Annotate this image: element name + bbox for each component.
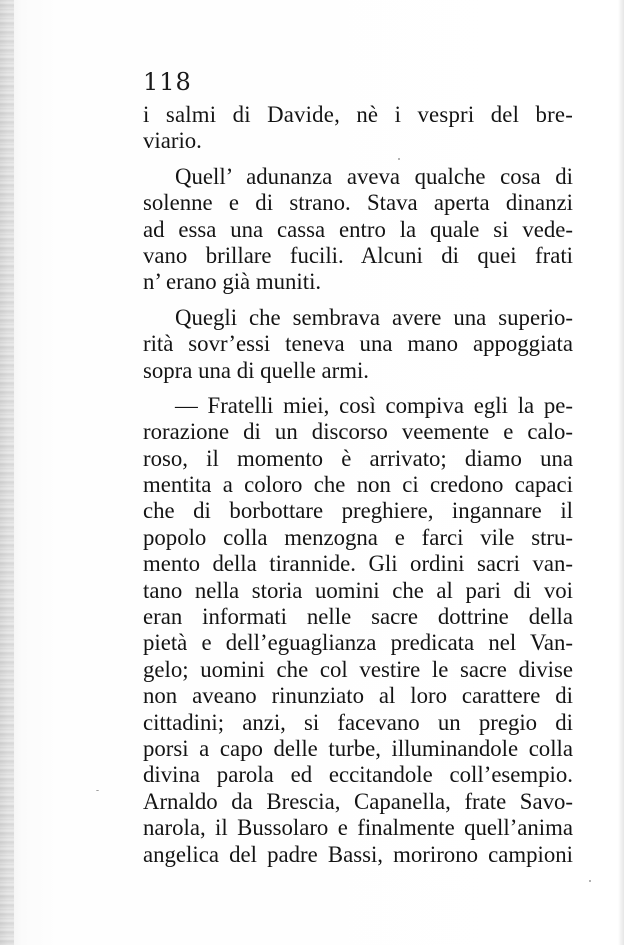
text-line: popolo colla menzogna e farci vile stru- bbox=[143, 524, 573, 550]
text-line: divina parola ed eccitandole coll’esempio. bbox=[143, 762, 573, 788]
text-line: cittadini; anzi, si facevano un pregio di bbox=[143, 709, 573, 735]
text-line: i salmi di Davide, nè i vespri del bre- bbox=[143, 102, 573, 127]
text-line: mento della tirannide. Gli ordini sacri van- bbox=[143, 551, 573, 577]
text-line: gelo; uomini che col vestire le sacre divise bbox=[143, 656, 573, 682]
text-line: Quegli che sembrava avere una superio- bbox=[175, 304, 573, 330]
text-line: Quell’ adunanza aveva qualche cosa di bbox=[175, 163, 573, 189]
text-line: sopra una di quelle armi. bbox=[143, 357, 369, 383]
text-line: rità sovr’essi teneva una mano appoggiata bbox=[143, 331, 573, 357]
text-line: angelica del padre Bassi, morirono campioni bbox=[143, 841, 573, 867]
text-line: Arnaldo da Brescia, Capanella, frate Savo- bbox=[143, 788, 573, 814]
text-line: roso, il momento è arrivato; diamo una bbox=[143, 445, 573, 471]
text-line: pietà e dell’eguaglianza predicata nel Van- bbox=[143, 630, 573, 656]
text-line: n’ erano già muniti. bbox=[143, 269, 322, 295]
text-line: porsi a capo delle turbe, illuminandole colla bbox=[143, 735, 573, 761]
text-line: tano nella storia uomini che al pari di voi bbox=[143, 577, 573, 603]
text-line: ad essa una cassa entro la quale si vede- bbox=[143, 216, 573, 242]
paper-speck bbox=[589, 880, 591, 882]
body-text bbox=[143, 102, 573, 868]
page-right-edge bbox=[618, 0, 624, 945]
text-line: vano brillare fucili. Alcuni di quei frati bbox=[143, 242, 573, 268]
paper-speck bbox=[398, 158, 400, 160]
text-line: che di borbottare preghiere, ingannare il bbox=[143, 498, 573, 524]
text-line: viario. bbox=[143, 128, 202, 154]
text-line: solenne e di strano. Stava aperta dinanzi bbox=[143, 190, 573, 216]
text-line: rorazione di un discorso veemente e calo- bbox=[143, 419, 573, 445]
text-line: eran informati nelle sacre dottrine della bbox=[143, 604, 573, 630]
text-line: — Fratelli miei, così compiva egli la pe- bbox=[175, 392, 573, 418]
page-number: 118 bbox=[143, 68, 192, 96]
paper-speck bbox=[96, 790, 99, 791]
page-binding-edge bbox=[0, 0, 14, 945]
text-line: narola, il Bussolaro e finalmente quell’anima bbox=[143, 815, 573, 841]
text-line: non aveano rinunziato al loro carattere di bbox=[143, 683, 573, 709]
text-line: mentita a coloro che non ci credono capaci bbox=[143, 472, 573, 498]
